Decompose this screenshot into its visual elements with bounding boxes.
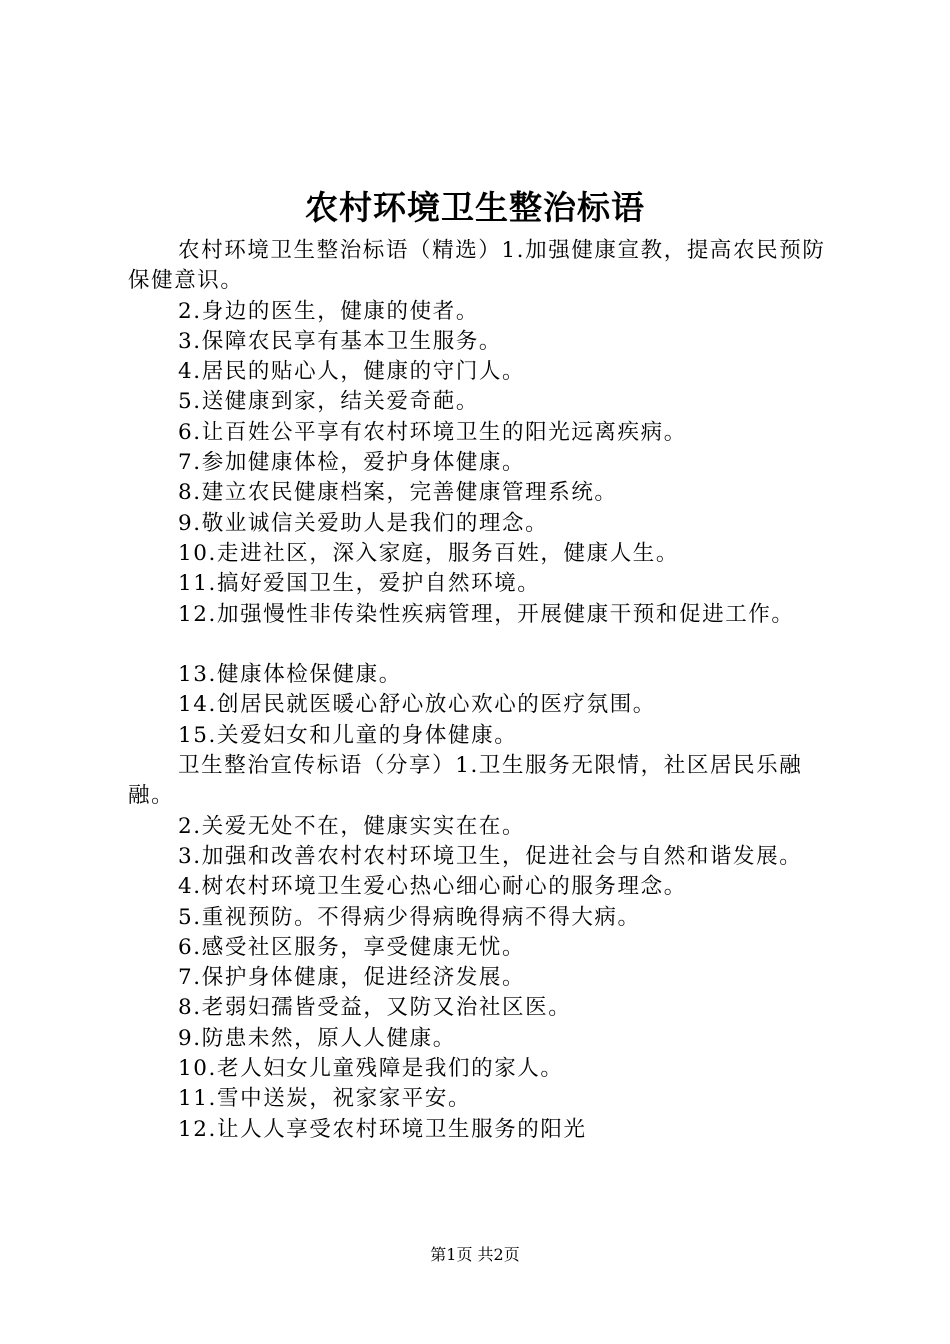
paragraph: 10.老人妇女儿童残障是我们的家人。: [178, 1056, 564, 1082]
paragraph: 农村环境卫生整治标语（精选）1.加强健康宣教，提高农民预防保健意识。: [128, 238, 826, 294]
paragraph: 12.加强慢性非传染性疾病管理，开展健康干预和促进工作。: [178, 601, 795, 627]
paragraph: 卫生整治宣传标语（分享）1.卫生服务无限情，社区居民乐融融。: [128, 753, 803, 809]
document-title: 农村环境卫生整治标语: [305, 188, 645, 227]
paragraph: 3.保障农民享有基本卫生服务。: [178, 328, 503, 354]
paragraph: 15.关爱妇女和儿童的身体健康。: [178, 722, 518, 748]
paragraph: 6.感受社区服务，享受健康无忧。: [178, 934, 526, 960]
page-footer: 第1页 共2页: [430, 1245, 520, 1264]
paragraph: 6.让百姓公平享有农村环境卫生的阳光远离疾病。: [178, 419, 687, 445]
paragraph: 7.参加健康体检，爱护身体健康。: [178, 450, 526, 476]
document-body: [128, 236, 848, 1145]
paragraph: 11.搞好爱国卫生，爱护自然环境。: [178, 571, 541, 597]
paragraph: 8.老弱妇孺皆受益，又防又治社区医。: [178, 995, 572, 1021]
paragraph: 4.树农村环境卫生爱心热心细心耐心的服务理念。: [178, 874, 687, 900]
paragraph: 12.让人人享受农村环境卫生服务的阳光: [178, 1116, 587, 1142]
paragraph: 11.雪中送炭，祝家家平安。: [178, 1086, 472, 1112]
paragraph: 9.敬业诚信关爱助人是我们的理念。: [178, 510, 549, 536]
paragraph: 10.走进社区，深入家庭，服务百姓，健康人生。: [178, 540, 679, 566]
paragraph: 4.居民的贴心人，健康的守门人。: [178, 359, 526, 385]
paragraph: 9.防患未然，原人人健康。: [178, 1025, 456, 1051]
paragraph: 2.关爱无处不在，健康实实在在。: [178, 813, 526, 839]
paragraph: 3.加强和改善农村农村环境卫生，促进社会与自然和谐发展。: [178, 843, 803, 869]
paragraph: 13.健康体检保健康。: [178, 662, 402, 688]
paragraph: 14.创居民就医暖心舒心放心欢心的医疗氛围。: [178, 692, 656, 718]
paragraph: 2.身边的医生，健康的使者。: [178, 298, 479, 324]
paragraph: 7.保护身体健康，促进经济发展。: [178, 965, 526, 991]
paragraph: 5.送健康到家，结关爱奇葩。: [178, 389, 479, 415]
blank-line: [128, 630, 848, 660]
paragraph: 8.建立农民健康档案，完善健康管理系统。: [178, 480, 618, 506]
paragraph: 5.重视预防。不得病少得病晚得病不得大病。: [178, 904, 641, 930]
